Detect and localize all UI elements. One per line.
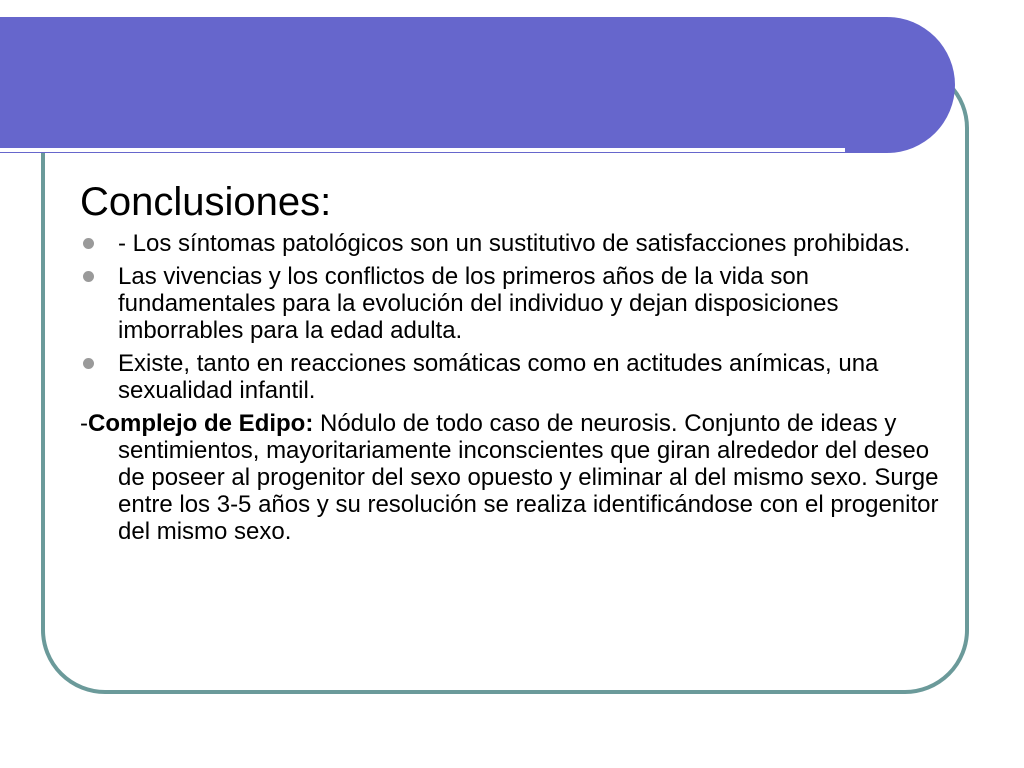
- bullet-dot-icon: [83, 358, 94, 369]
- slide-title: Conclusiones:: [80, 180, 332, 224]
- header-band: [0, 17, 955, 153]
- bullet-list: [80, 230, 940, 404]
- bullet-dot-icon: [83, 238, 94, 249]
- bullet-item: [80, 230, 940, 257]
- bullet-dot-icon: [83, 271, 94, 282]
- bullet-text: Existe, tanto en reacciones somáticas como en actitudes anímicas, una sexualidad infantil.: [118, 350, 879, 404]
- paragraph-prefix: -: [80, 410, 88, 437]
- slide-body: [80, 176, 940, 545]
- bullet-item: [80, 350, 940, 404]
- bullet-text: Las vivencias y los conflictos de los primeros años de la vida son fundamentales para la evolución del individuo y dejan disposiciones imborrables para la edad adulta.: [118, 263, 839, 344]
- bullet-item: [80, 263, 940, 344]
- oedipus-paragraph: [80, 410, 940, 545]
- paragraph-text: Nódulo de todo caso de neurosis. Conjunto de ideas y sentimientos, mayoritariamente inconscientes que giran alrededor del deseo de poseer al progenitor del sexo opuesto y eliminar al del mismo sexo. Surge entre los 3-5 años y su resolución se realiza identificándose con el progenitor del mismo sexo.: [118, 410, 939, 545]
- bullet-text: - Los síntomas patológicos son un sustitutivo de satisfacciones prohibidas.: [118, 230, 911, 257]
- header-rule: [0, 148, 845, 152]
- paragraph-term: Complejo de Edipo:: [88, 410, 314, 437]
